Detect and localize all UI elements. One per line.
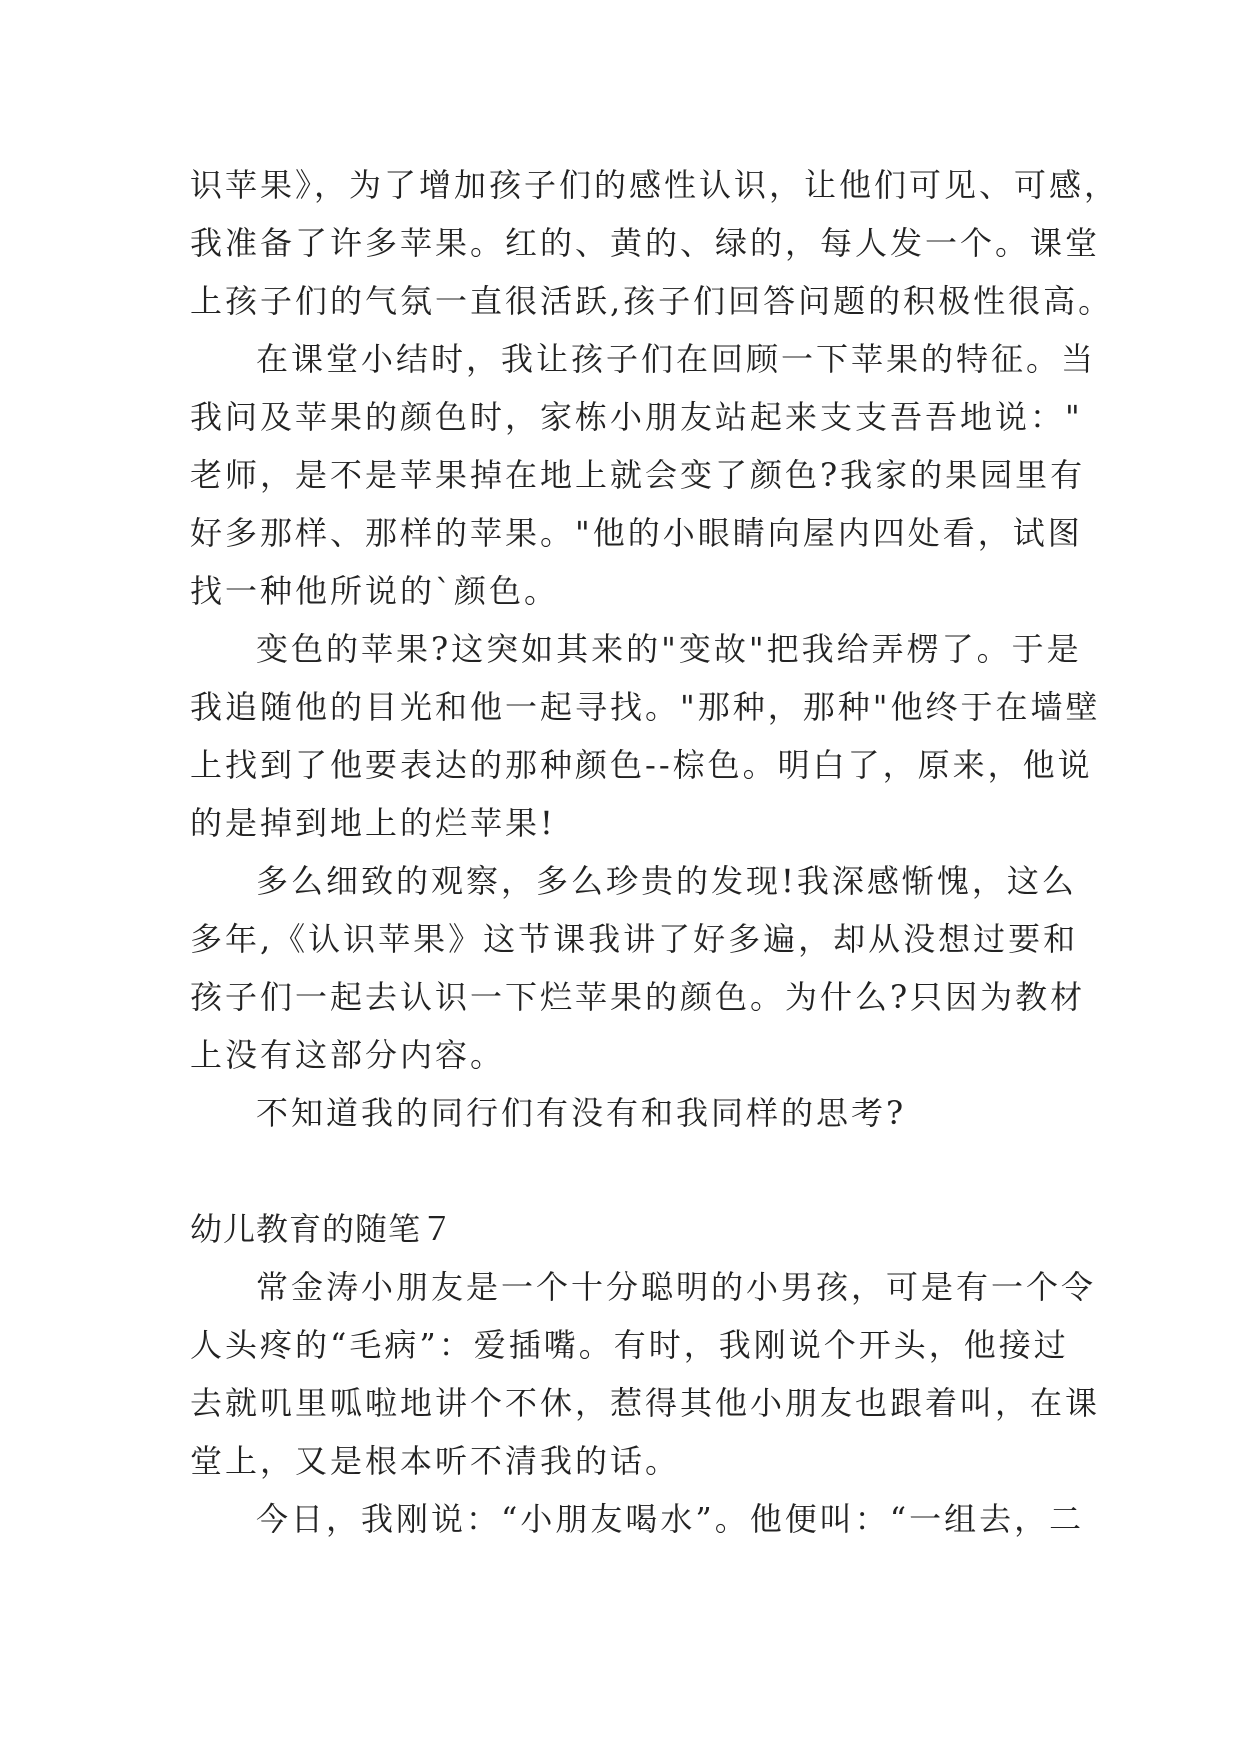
paragraph (190, 156, 1120, 330)
text-line: 孩子们一起去认识一下烂苹果的颜色。为什么?只因为教材 (190, 978, 1086, 1016)
section-heading: 幼儿教育的随笔７ (190, 1210, 455, 1248)
text-line: 上找到了他要表达的那种颜色--棕色。明白了，原来，他说 (190, 746, 1093, 784)
text-line: 老师，是不是苹果掉在地上就会变了颜色?我家的果园里有 (190, 456, 1086, 494)
text-line: 多年,《认识苹果》这节课我讲了好多遍，却从没想过要和 (190, 920, 1079, 958)
paragraph (190, 1084, 1090, 1142)
text-line: 堂上，又是根本听不清我的话。 (190, 1442, 681, 1480)
document-body (190, 156, 1120, 1548)
text-line: 的是掉到地上的烂苹果! (190, 804, 556, 842)
paragraph (190, 852, 1090, 1084)
paragraph (190, 1490, 1090, 1548)
paragraph (190, 330, 1097, 620)
paragraph (190, 1258, 1101, 1490)
text-line: 人头疼的“毛病”：爱插嘴。有时，我刚说个开头，他接过 (190, 1326, 1069, 1364)
text-line: 我追随他的目光和他一起寻找。"那种，那种"他终于在墙壁 (190, 688, 1101, 726)
text-line: 上没有这部分内容。 (190, 1036, 506, 1074)
text-line: 找一种他所说的`颜色。 (190, 572, 560, 610)
text-line: 好多那样、那样的苹果。"他的小眼睛向屋内四处看，试图 (190, 514, 1083, 552)
text-line: 上孩子们的气氛一直很活跃,孩子们回答问题的积极性很高。 (190, 282, 1114, 320)
text-line: 我准备了许多苹果。红的、黄的、绿的，每人发一个。课堂 (190, 224, 1101, 262)
text-line: 今日，我刚说：“小朋友喝水”。他便叫：“一组去，二 (256, 1500, 1085, 1538)
text-line: 不知道我的同行们有没有和我同样的思考? (256, 1094, 907, 1132)
text-line: 多么细致的观察，多么珍贵的发现!我深感惭愧，这么 (256, 862, 1077, 900)
section-gap (190, 1142, 1090, 1200)
text-line: 常金涛小朋友是一个十分聪明的小男孩，可是有一个令 (256, 1268, 1097, 1306)
text-line: 我问及苹果的颜色时，家栋小朋友站起来支支吾吾地说：" (190, 398, 1083, 436)
paragraph (190, 620, 1101, 852)
text-line: 去就叽里呱啦地讲个不休，惹得其他小朋友也跟着叫，在课 (190, 1384, 1101, 1422)
text-line: 在课堂小结时，我让孩子们在回顾一下苹果的特征。当 (256, 340, 1097, 378)
text-line: 识苹果》，为了增加孩子们的感性认识，让他们可见、可感， (190, 166, 1120, 204)
text-line: 变色的苹果?这突如其来的"变故"把我给弄楞了。于是 (256, 630, 1082, 668)
